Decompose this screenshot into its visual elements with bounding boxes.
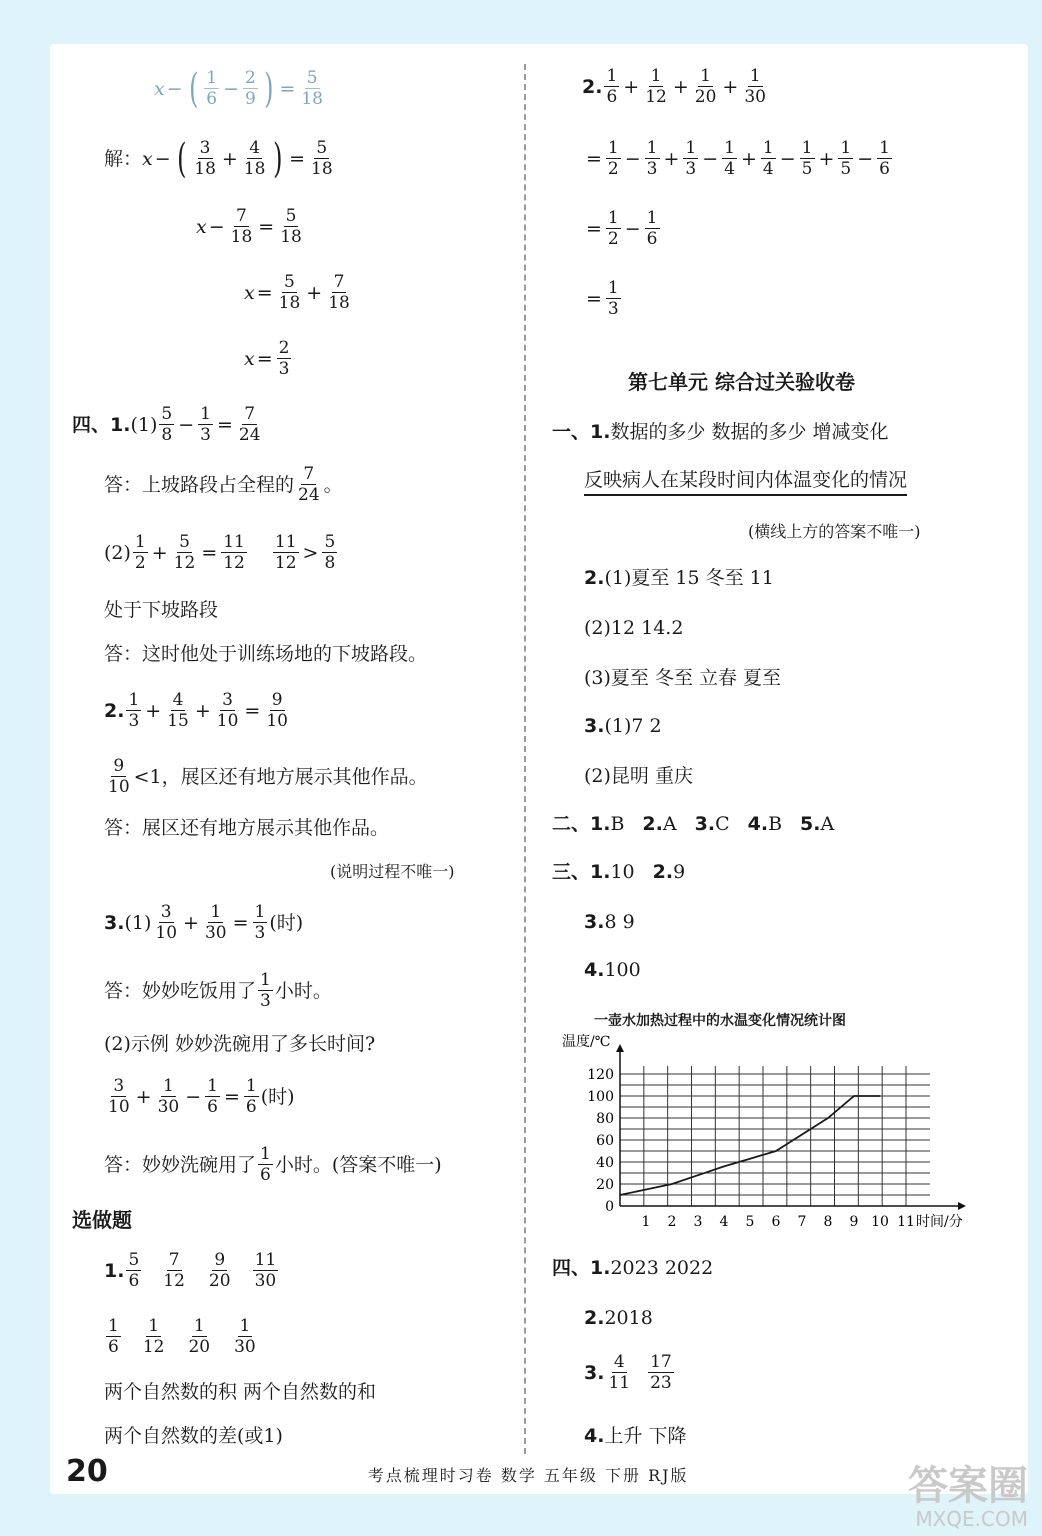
r2-line4: = $\frac{1}{3}$ (586, 278, 619, 319)
s1-2-3: (3)夏至 冬至 立春 夏至 (584, 667, 782, 689)
series-line (620, 1096, 880, 1195)
part2-answers: 二、1. B 2. A 3. C 4. B 5. A (552, 813, 835, 835)
r2-line3: = $\frac{1}{2}$ − $\frac{1}{6}$ (586, 208, 658, 249)
x-tick-label: 6 (771, 1214, 781, 1230)
s1-2-2: (2)12 14.2 (584, 617, 684, 639)
s1-3: 3. (1)7 2 (584, 715, 662, 737)
y-tick-label: 0 (605, 1199, 614, 1215)
unit-title: 第七单元 综合过关验收卷 (628, 370, 855, 394)
part4-3: 3. 4 11 17 23 (584, 1352, 672, 1393)
data-point (749, 1158, 751, 1160)
part3-4: 4. 100 (584, 959, 641, 981)
solution-step-4: x = $\frac{2}{3}$ (244, 338, 290, 379)
q3-1-answer: 答：妙妙吃饭用了 1 3 小时。 (104, 970, 332, 1011)
r2-line2: = $\frac{1}{2}$ − $\frac{1}{3}$ + $\frac{1}{3}$ − $\frac{1}{4}$ + $\frac{1}{4}$ − $\frac{1}{5}$ + $\frac{1}{5}$ − $\frac{1}{6}$ (586, 138, 890, 179)
chart-title: 一壶水加热过程中的水温变化情况统计图 (594, 1013, 846, 1029)
x-axis-label: 时间/分 (916, 1214, 963, 1230)
x-tick-label: 10 (871, 1214, 889, 1230)
y-tick-label: 120 (587, 1067, 614, 1083)
q3-2-answer: 答：妙妙洗碗用了 1 6 小时。(答案不唯一) (104, 1144, 442, 1185)
x-tick-label: 9 (849, 1214, 859, 1230)
y-tick-label: 40 (596, 1155, 614, 1171)
watermark-url: MXQE.COM (915, 1507, 1028, 1531)
opt1-row2: 1 6 1 12 1 20 1 30 (108, 1316, 256, 1357)
q2-compare: 9 10 <1，展区还有地方展示其他作品。 (108, 756, 428, 797)
data-point (619, 1194, 621, 1196)
data-point (775, 1150, 777, 1152)
page-number: 20 (66, 1454, 108, 1489)
watermark-brand: 答案圈 (908, 1463, 1028, 1509)
q2-note: (说明过程不唯一) (330, 862, 455, 881)
q3-2-text: (2)示例 妙妙洗碗用了多长时间? (104, 1033, 376, 1055)
watermark (908, 1464, 1028, 1530)
part4-1: 四、1. 2023 2022 (552, 1257, 714, 1279)
x-tick-label: 5 (745, 1214, 755, 1230)
solution-step-2: x − $\frac{7}{18}$ = $\frac{5}{18}$ (196, 206, 302, 247)
x-tick-label: 4 (719, 1214, 729, 1230)
solution-step-1: 解： x − ( 3 18 + $\frac{4}{18}$ ) = $\frac{5}{18}$ (104, 135, 333, 182)
y-axis-arrow (616, 1044, 624, 1052)
opt1-text1: 两个自然数的积 两个自然数的和 (104, 1381, 377, 1403)
optional-title: 选做题 (72, 1208, 132, 1232)
data-point (879, 1095, 881, 1097)
footer (66, 1454, 689, 1489)
data-point (645, 1189, 647, 1191)
part3-1: 三、1. 10 2. 9 (552, 861, 686, 883)
s1-3-2: (2)昆明 重庆 (584, 765, 693, 787)
part3-3: 3. 8 9 (584, 911, 635, 933)
x-tick-label: 3 (693, 1214, 703, 1230)
data-point (801, 1134, 803, 1136)
opt1-row1: 1. 5 6 7 12 9 20 11 30 (104, 1250, 277, 1291)
x-tick-label: 8 (823, 1214, 833, 1230)
x-tick-label: 1 (641, 1214, 651, 1230)
solution-step-3: x = $\frac{5}{18}$ + $\frac{7}{18}$ (244, 272, 350, 313)
data-point (671, 1183, 673, 1185)
s1-note: (横线上方的答案不唯一) (748, 522, 921, 541)
data-point (723, 1166, 725, 1168)
s1-2: 2. (1)夏至 15 冬至 11 (584, 567, 774, 589)
q2-answer: 答：展区还有地方展示其他作品。 (104, 817, 390, 839)
x-tick-label: 7 (797, 1214, 807, 1230)
opt1-text2: 两个自然数的差(或1) (104, 1425, 283, 1447)
book-info: 考点梳理时习卷 数学 五年级 下册 RJ版 (367, 1466, 689, 1485)
part4-2: 2. 2018 (584, 1307, 653, 1329)
x-axis-arrow (958, 1202, 966, 1210)
q3-2-equation: 3 10 + $\frac{1}{30}$ − $\frac{1}{6}$ = $\frac{1}{6}$ (时) (108, 1076, 295, 1117)
faint-equation: x − ( 1 6 − $\frac{2}{9}$ ) = $\frac{5}{18}$ (154, 65, 323, 112)
q4-2-text: 处于下坡路段 (104, 599, 219, 621)
data-point (853, 1095, 855, 1097)
column-divider (524, 64, 526, 1454)
temperature-line-chart (560, 1034, 990, 1234)
r2-line1: 2. 1 6 + $\frac{1}{12}$ + $\frac{1}{20}$ + $\frac{1}{30}$ (582, 66, 766, 107)
x-tick-label: 2 (667, 1214, 677, 1230)
q3-1-equation: 3. (1) 3 10 + $\frac{1}{30}$ = $\frac{1}{3}$ (时) (104, 902, 304, 943)
s1-1: 一、1. 数据的多少 数据的多少 增减变化 (552, 421, 889, 443)
q4-1-equation: 四、1. (1) 5 8 − $\frac{1}{3}$ = $\frac{7}{24}$ (72, 404, 261, 445)
s1-underline-answer: 反映病人在某段时间内体温变化的情况 (584, 468, 907, 496)
data-point (827, 1117, 829, 1119)
q4-1-answer: 答：上坡路段占全程的 7 24 。 (104, 464, 343, 505)
y-tick-label: 100 (587, 1089, 614, 1105)
y-axis-label: 温度/℃ (562, 1034, 611, 1050)
x-tick-label: 11 (897, 1214, 915, 1230)
y-tick-label: 20 (596, 1177, 614, 1193)
q4-2-equation: (2) 1 2 + $\frac{5}{12}$ = $\frac{11}{12}$ 11 12 > 5 8 (104, 532, 336, 573)
data-point (697, 1174, 699, 1176)
y-tick-label: 60 (596, 1133, 614, 1149)
part4-4: 4. 上升 下降 (584, 1425, 687, 1447)
q2-equation: 2. 1 3 + $\frac{4}{15}$ + $\frac{3}{10}$ = $\frac{9}{10}$ (104, 690, 288, 731)
y-tick-label: 80 (596, 1111, 614, 1127)
q4-2-answer: 答：这时他处于训练场地的下坡路段。 (104, 643, 428, 665)
